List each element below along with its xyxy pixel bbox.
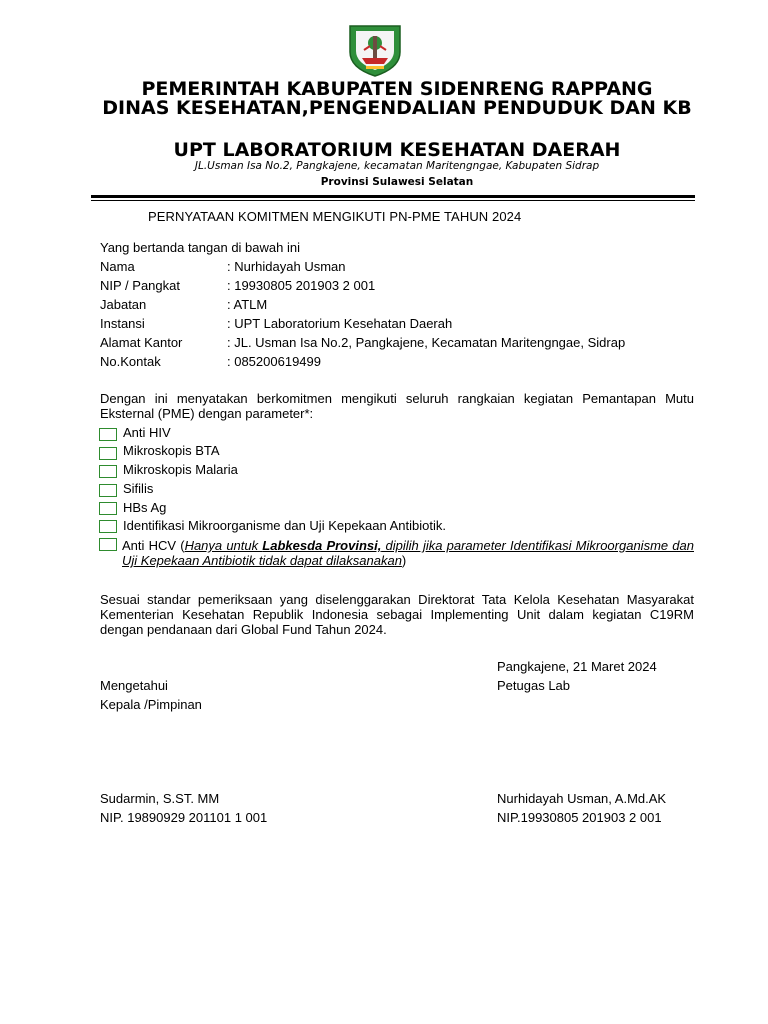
anti-hcv-item xyxy=(122,538,694,568)
place-date: Pangkajene, 21 Maret 2024 xyxy=(497,659,657,674)
checkbox-hbs-ag[interactable] xyxy=(99,502,117,515)
header-rule-thin xyxy=(91,200,695,201)
field-value-name: : Nurhidayah Usman xyxy=(227,259,346,274)
checkbox-identifikasi[interactable] xyxy=(99,520,117,533)
field-label-name: Nama xyxy=(100,259,135,274)
field-label-contact: No.Kontak xyxy=(100,354,161,369)
header-line-1: PEMERINTAH KABUPATEN SIDENRENG RAPPANG xyxy=(141,78,653,100)
right-signatory-name: Nurhidayah Usman, A.Md.AK xyxy=(497,791,667,806)
document-title: PERNYATAAN KOMITMEN MENGIKUTI PN-PME TAHUN 2024 xyxy=(148,209,522,224)
parameter-label: Mikroskopis Malaria xyxy=(123,462,238,477)
hcv-note-close: ) xyxy=(401,553,407,568)
parameter-label: Mikroskopis BTA xyxy=(123,443,220,458)
field-label-position: Jabatan xyxy=(100,297,147,312)
regency-emblem-logo xyxy=(344,22,406,78)
field-label-nip: NIP / Pangkat xyxy=(100,278,180,293)
footer-paragraph: Sesuai standar pemeriksaan yang diselenggarakan Direktorat Tata Kelola Kesehatan Masyarakat Kementerian Kesehatan Republik Indonesia sebagai Implementing Unit dalam kegiatan C19RM dengan pendanaan dari Global Fund Tahun 2024. xyxy=(100,592,694,637)
parameter-label: HBs Ag xyxy=(123,500,167,515)
checkbox-mikroskopis-malaria[interactable] xyxy=(99,465,117,478)
hcv-note-part-c: dipilih jika parameter Identifikasi Mikroorganisme dan Uji Kepekaan Antibiotik tidak dapat dilaksanakan xyxy=(122,538,694,568)
checkbox-sifilis[interactable] xyxy=(99,484,117,497)
field-value-contact: : 085200619499 xyxy=(227,354,321,369)
checkbox-mikroskopis-bta[interactable] xyxy=(99,447,117,460)
anti-hcv-label: Anti HCV xyxy=(122,538,177,553)
hcv-note-open: ( xyxy=(180,538,185,553)
header-line-2: DINAS KESEHATAN,PENGENDALIAN PENDUDUK DAN KB xyxy=(102,97,692,119)
checkbox-anti-hcv[interactable] xyxy=(99,538,117,551)
left-role-1: Mengetahui xyxy=(100,678,168,693)
field-value-position: : ATLM xyxy=(227,297,268,312)
header-line-3: UPT LABORATORIUM KESEHATAN DAERAH xyxy=(173,139,621,161)
parameter-label: Sifilis xyxy=(123,481,154,496)
right-role: Petugas Lab xyxy=(497,678,571,693)
parameter-label: Anti HIV xyxy=(123,425,171,440)
header-rule-thick xyxy=(91,195,695,198)
intro-text: Yang bertanda tangan di bawah ini xyxy=(100,240,300,255)
field-label-office-address: Alamat Kantor xyxy=(100,335,183,350)
header-address: JL.Usman Isa No.2, Pangkajene, kecamatan Maritengngae, Kabupaten Sidrap xyxy=(194,160,600,172)
hcv-note-part-a: Hanya untuk xyxy=(184,538,263,553)
checkbox-anti-hiv[interactable] xyxy=(99,428,117,441)
left-signatory-nip: NIP. 19890929 201101 1 001 xyxy=(100,810,268,825)
header-province: Provinsi Sulawesi Selatan xyxy=(320,176,474,188)
left-role-2: Kepala /Pimpinan xyxy=(100,697,202,712)
field-value-office-address: : JL. Usman Isa No.2, Pangkajene, Kecamatan Maritengngae, Sidrap xyxy=(227,335,626,350)
right-signatory-nip: NIP.19930805 201903 2 001 xyxy=(497,810,662,825)
parameter-label: Identifikasi Mikroorganisme dan Uji Kepekaan Antibiotik. xyxy=(123,518,447,533)
field-value-nip: : 19930805 201903 2 001 xyxy=(227,278,376,293)
left-signatory-name: Sudarmin, S.ST. MM xyxy=(100,791,220,806)
field-label-institution: Instansi xyxy=(100,316,145,331)
statement-text: Dengan ini menyatakan berkomitmen mengikuti seluruh rangkaian kegiatan Pemantapan Mutu Eksternal (PME) dengan parameter*: xyxy=(100,391,694,421)
hcv-note-bold: Labkesda Provinsi, xyxy=(262,538,382,553)
field-value-institution: : UPT Laboratorium Kesehatan Daerah xyxy=(227,316,453,331)
